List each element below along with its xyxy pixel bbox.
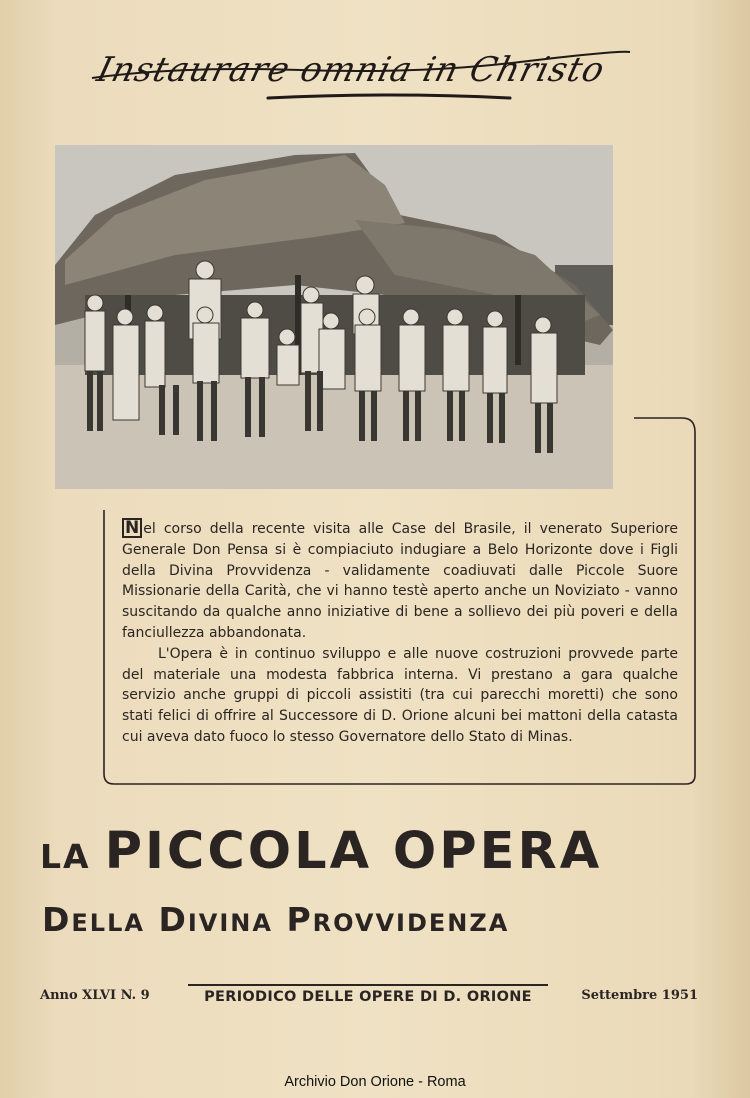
periodical-label: PERIODICO DELLE OPERE DI D. ORIONE (188, 984, 548, 1005)
issue-number: Anno XLVI N. 9 (40, 988, 150, 1003)
drop-cap: N (122, 518, 142, 538)
article-paragraph-2: L'Opera è in continuo sviluppo e alle nuove costruzioni provvede parte del materiale una modesta fabbrica interna. Vi prestano a gara qualche servizio anche gruppi di piccoli assistiti (tra cui parecchi moretti) che sono stati felici di offrire al Successore di D. Orione alcuni bei mattoni della catasta cui aveva dato fuoco lo stesso Governatore dello Stato di Minas. (122, 645, 678, 745)
masthead-piccola-opera: PICCOLA OPERA (104, 822, 603, 881)
issue-date: Settembre 1951 (581, 988, 698, 1003)
article-paragraph-1: N el corso della recente visita alle Case del Brasile, il venerato Superiore Generale Don Pensa si è compiaciuto indugiare a Belo Horizonte dove i Figli della Divina Provvidenza - validamente coadiuvati dalle Piccole Suore Missionarie della Carità, che vi hanno testè aperto anche un Noviziato - vanno suscitando da qualche anno iniziative di bene a sollievo dei più poveri e della fanciullezza abbandonata. (122, 518, 678, 641)
masthead-la: LA (40, 837, 91, 876)
motto-text: Instaurare omnia in Christo (93, 50, 610, 90)
archive-caption: Archivio Don Orione - Roma (284, 1074, 466, 1090)
article-text (122, 518, 678, 748)
masthead-title (40, 822, 700, 881)
masthead-subtitle: DELLA DIVINA PROVVIDENZA (42, 900, 510, 939)
issue-footer (40, 986, 700, 1010)
